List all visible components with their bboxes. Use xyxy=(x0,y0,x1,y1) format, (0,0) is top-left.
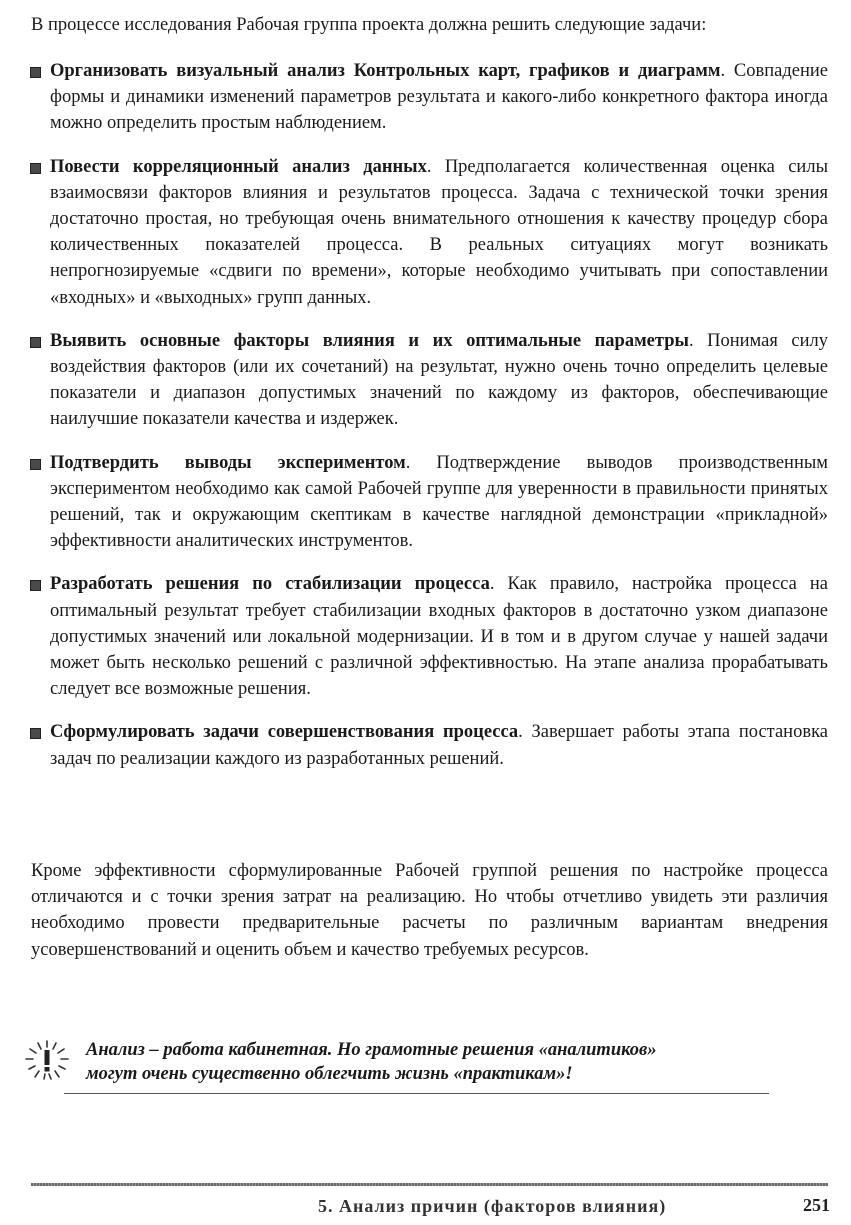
intro-paragraph: В процессе исследования Рабочая группа проекта должна решить следующие задачи: xyxy=(31,15,707,35)
square-bullet-icon xyxy=(30,459,41,470)
task-text: . Совпадение формы и динамики изменений параметров результата и какого-либо конкретного фактора иногда можно определить простым наблюдением. xyxy=(50,61,828,134)
square-bullet-icon xyxy=(30,728,41,739)
task-item xyxy=(28,58,828,137)
task-item xyxy=(28,571,828,702)
note-line-1: Анализ – работа кабинетная. Но грамотные решения «аналитиков» xyxy=(86,1040,657,1060)
square-bullet-icon xyxy=(30,67,41,78)
task-lead: Сформулировать задачи совершенствования процесса xyxy=(50,722,519,743)
task-lead: Выявить основные факторы влияния и их оптимальные параметры xyxy=(50,330,689,351)
running-footer-title: 5. Анализ причин (факторов влияния) xyxy=(318,1196,667,1216)
task-text: . Предполагается количественная оценка силы взаимосвязи факторов влияния и результатов процесса. Задача с технической точки зрения достаточно простая, но требующая очень внимательного отношения к качеству процедур сбора количественных показателей процесса. В реальных ситуациях могут возникать непрогнозируемые «сдвиги по времени», которые необходимо учитывать при сопоставлении «входных» и «выходных» групп данных. xyxy=(50,156,828,308)
task-item xyxy=(28,450,828,555)
note-callout xyxy=(86,1038,786,1086)
task-text: . Завершает работы этапа постановка задач по реализации каждого из разработанных решений. xyxy=(50,722,828,769)
square-bullet-icon xyxy=(30,337,41,348)
task-text: . Понимая силу воздействия факторов (или их сочетаний) на результат, нужно очень точно определить целевые показатели и диапазон допустимых значений по каждому из факторов, обеспечивающие наилучшие показатели качества и издержек. xyxy=(50,330,828,430)
task-lead: Разработать решения по стабилизации процесса xyxy=(50,574,490,595)
task-lead: Подтвердить выводы экспериментом xyxy=(50,452,406,473)
task-item xyxy=(28,154,828,311)
note-line-2: могут очень существенно облегчить жизнь «практикам»! xyxy=(86,1064,573,1084)
note-underline xyxy=(64,1093,769,1094)
page-number: 251 xyxy=(803,1195,830,1215)
footer-divider xyxy=(31,1183,828,1186)
task-item xyxy=(28,719,828,771)
task-list xyxy=(28,58,828,789)
closing-paragraph: Кроме эффективности сформулированные Рабочей группой решения по настройке процесса отличаются и с точки зрения затрат на реализацию. Но чтобы отчетливо увидеть эти различия необходимо провести предварительные расчеты по различным вариантам внедрения усовершенствований и оценить объем и качество требуемых ресурсов. xyxy=(31,861,828,960)
task-text: . Как правило, настройка процесса на оптимальный результат требует стабилизации входных факторов в достаточно узком диапазоне допустимых значений или локальной модернизации. И в том и в другом случае у нашей задачи может быть несколько решений с различной эффективностью. На этапе анализа прорабатывать следует все возможные решения. xyxy=(50,574,828,700)
exclamation-burst-icon xyxy=(22,1038,72,1082)
square-bullet-icon xyxy=(30,163,41,174)
task-lead: Организовать визуальный анализ Контрольных карт, графиков и диаграмм xyxy=(50,61,721,81)
task-item xyxy=(28,328,828,433)
task-lead: Повести корреляционный анализ данных xyxy=(50,156,427,177)
task-text: . Подтверждение выводов производственным экспериментом необходимо как самой Рабочей группе для уверенности в правильности принятых решений, так и окружающим скептикам в качестве наглядной демонстрации «прикладной» эффективности аналитических инструментов. xyxy=(50,452,828,552)
square-bullet-icon xyxy=(30,580,41,591)
